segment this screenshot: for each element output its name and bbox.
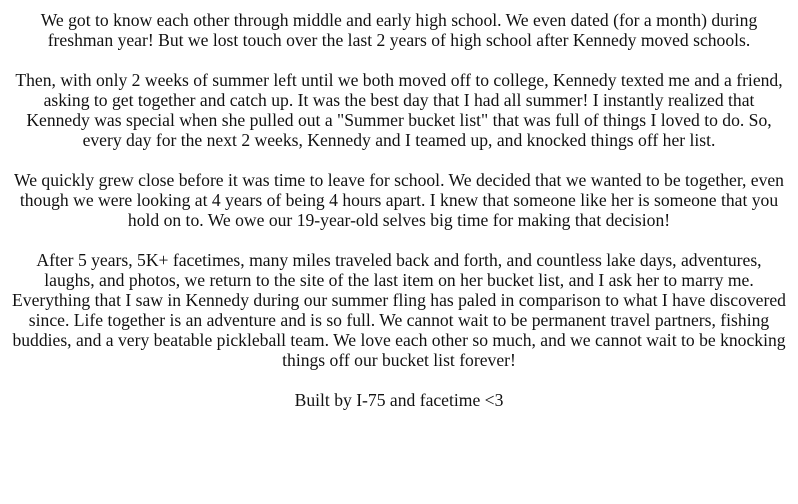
story-signoff: Built by I-75 and facetime <3: [294, 390, 504, 410]
story-paragraph-college-distance: We quickly grew close before it was time to leave for school. We decided that we wanted to be together, even though we were looking at 4 years of being 4 hours apart. I knew that someone like her is someone that you hold on to. We owe our 19-year-old selves big time for making that decision!: [14, 170, 784, 230]
story-paragraph-middle-school: We got to know each other through middle and early high school. We even dated (for a month) during freshman year! But we lost touch over the last 2 years of high school after Kennedy moved schools.: [40, 10, 758, 50]
story-paragraph-proposal: After 5 years, 5K+ facetimes, many miles traveled back and forth, and countless lake days, adventures, laughs, and photos, we return to the site of the last item on her bucket list, and I ask her to marry me. Everything that I saw in Kennedy during our summer fling has paled in comparison to what I have discovered since. Life together is an adventure and is so full. We cannot wait to be permanent travel partners, fishing buddies, and a very beatable pickleball team. We love each other so much, and we cannot wait to be knocking things off our bucket list forever!: [12, 250, 786, 370]
story-paragraph-summer-bucket-list: Then, with only 2 weeks of summer left until we both moved off to college, Kennedy texted me and a friend, asking to get together and catch up. It was the best day that I had all summer! I instantly realized that Kennedy was special when she pulled out a "Summer bucket list" that was full of things I loved to do. So, every day for the next 2 weeks, Kennedy and I teamed up, and knocked things off her list.: [15, 70, 783, 150]
